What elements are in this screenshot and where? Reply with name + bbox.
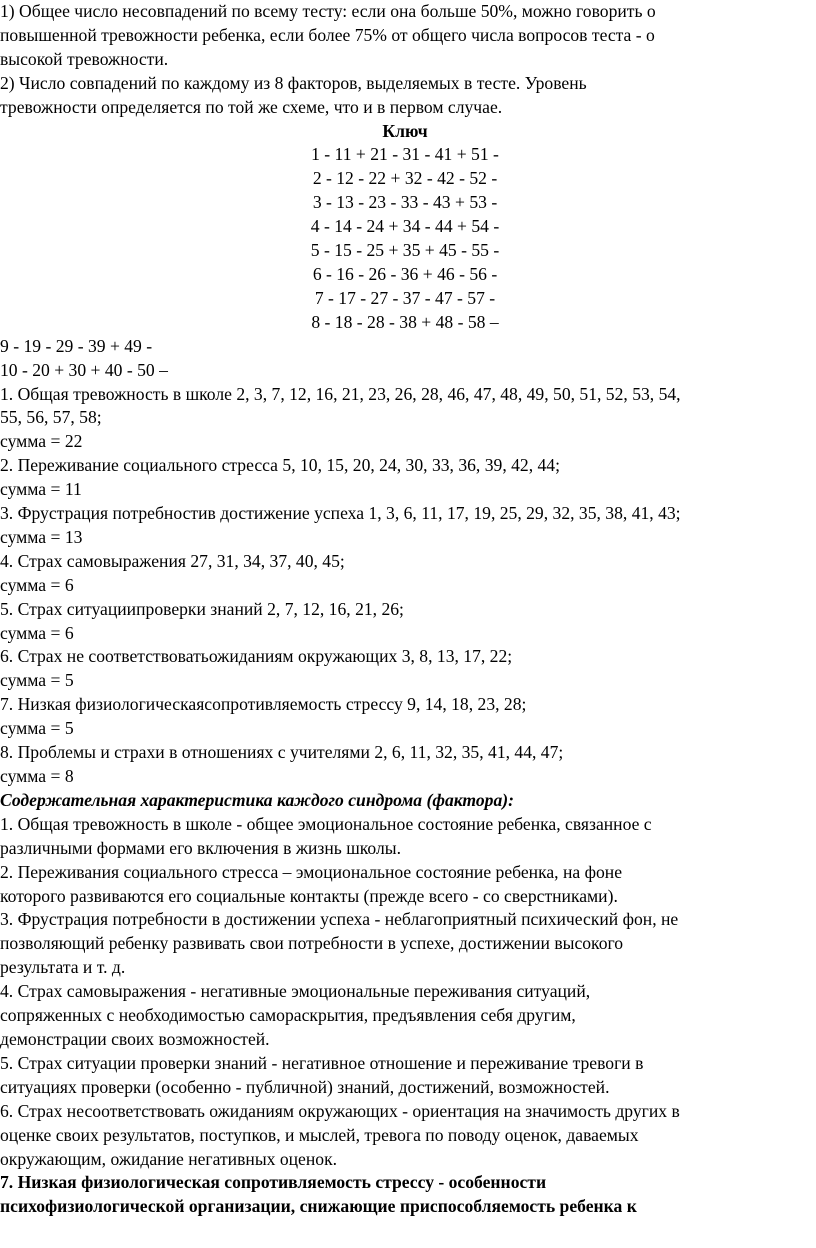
syndrome-line: оценке своих результатов, поступков, и мыслей, тревога по поводу оценок, даваемых xyxy=(0,1124,639,1145)
key-row: 5 - 15 - 25 + 35 + 45 - 55 - xyxy=(310,240,500,261)
syndrome-line: демонстрации своих возможностей. xyxy=(0,1028,270,1049)
intro-line: 2) Число совпадений по каждому из 8 факторов, выделяемых в тесте. Уровень xyxy=(0,72,587,93)
factor-line: 3. Фрустрация потребностив достижение успеха 1, 3, 6, 11, 17, 19, 25, 29, 32, 35, 38, 41, 43; xyxy=(0,503,681,524)
syndrome-line: 4. Страх самовыражения - негативные эмоциональные переживания ситуаций, xyxy=(0,981,591,1002)
key-row: 7 - 17 - 27 - 37 - 47 - 57 - xyxy=(314,287,496,308)
factor-line: 6. Страх не соответствоватьожиданиям окружающих 3, 8, 13, 17, 22; xyxy=(0,646,513,667)
syndrome-line: психофизиологической организации, снижающие приспособляемость ребенка к xyxy=(0,1196,637,1217)
factor-line: 55, 56, 57, 58; xyxy=(0,407,102,428)
key-row: 6 - 16 - 26 - 36 + 46 - 56 - xyxy=(312,263,498,284)
factors-section xyxy=(0,383,810,789)
factor-sum: сумма = 13 xyxy=(0,526,83,547)
key-row: 8 - 18 - 28 - 38 + 48 - 58 – xyxy=(311,311,499,332)
syndrome-line: позволяющий ребенку развивать свои потребности в успехе, достижении высокого xyxy=(0,933,624,954)
syndromes-heading: Содержательная характеристика каждого синдрома (фактора): xyxy=(0,789,514,810)
factor-line: 2. Переживание социального стресса 5, 10, 15, 20, 24, 30, 33, 36, 39, 42, 44; xyxy=(0,455,560,476)
intro-line: повышенной тревожности ребенка, если более 75% от общего числа вопросов теста - о xyxy=(0,24,655,45)
factor-sum: сумма = 8 xyxy=(0,766,74,786)
factor-line: 4. Страх самовыражения 27, 31, 34, 37, 40, 45; xyxy=(0,550,345,571)
key-row: 1 - 11 + 21 - 31 - 41 + 51 - xyxy=(311,144,499,165)
syndrome-line: ситуациях проверки (особенно - публичной) знаний, достижений, возможностей. xyxy=(0,1076,610,1097)
key-row: 4 - 14 - 24 + 34 - 44 + 54 - xyxy=(310,216,500,237)
key-title: Ключ xyxy=(382,120,428,141)
key-row: 2 - 12 - 22 + 32 - 42 - 52 - xyxy=(312,168,498,189)
syndrome-line: 1. Общая тревожность в школе - общее эмоциональное состояние ребенка, связанное с xyxy=(0,813,652,834)
factor-line: 5. Страх ситуациипроверки знаний 2, 7, 12, 16, 21, 26; xyxy=(0,598,404,619)
factor-line: 7. Низкая физиологическаясопротивляемость стрессу 9, 14, 18, 23, 28; xyxy=(0,694,527,715)
factor-sum: сумма = 6 xyxy=(0,574,74,595)
syndrome-line: окружающим, ожидание негативных оценок. xyxy=(0,1148,338,1169)
factor-sum: сумма = 11 xyxy=(0,479,82,500)
syndrome-line: результата и т. д. xyxy=(0,957,126,978)
syndrome-line: которого развиваются его социальные контакты (прежде всего - со сверстниками). xyxy=(0,885,618,906)
key-row: 3 - 13 - 23 - 33 - 43 + 53 - xyxy=(312,192,498,213)
syndrome-line: 6. Страх несоответствовать ожиданиям окружающих - ориентация на значимость других в xyxy=(0,1100,680,1121)
syndrome-line: 3. Фрустрация потребности в достижении успеха - неблагоприятный психический фон, не xyxy=(0,909,679,930)
key-row: 10 - 20 + 30 + 40 - 50 – xyxy=(0,359,168,380)
factor-sum: сумма = 5 xyxy=(0,670,74,691)
intro-line: 1) Общее число несовпадений по всему тесту: если она больше 50%, можно говорить о xyxy=(0,1,656,21)
factor-sum: сумма = 5 xyxy=(0,718,74,739)
intro-line: высокой тревожности. xyxy=(0,48,169,69)
syndrome-line: 5. Страх ситуации проверки знаний - негативное отношение и переживание тревоги в xyxy=(0,1052,644,1073)
factor-sum: сумма = 22 xyxy=(0,431,83,452)
factor-line: 1. Общая тревожность в школе 2, 3, 7, 12, 16, 21, 23, 26, 28, 46, 47, 48, 49, 50, 51, 52, 53, 54, xyxy=(0,383,681,404)
factor-line: 8. Проблемы и страхи в отношениях с учителями 2, 6, 11, 32, 35, 41, 44, 47; xyxy=(0,742,564,763)
intro-section xyxy=(0,0,810,120)
syndrome-line: сопряженных с необходимостью самораскрытия, предъявления себя другим, xyxy=(0,1005,576,1026)
factor-sum: сумма = 6 xyxy=(0,622,74,643)
syndrome-line: различными формами его включения в жизнь школы. xyxy=(0,837,401,858)
key-section xyxy=(0,120,810,383)
syndromes-section xyxy=(0,789,810,1219)
syndrome-line: 7. Низкая физиологическая сопротивляемость стрессу - особенности xyxy=(0,1172,547,1193)
syndrome-line: 2. Переживания социального стресса – эмоциональное состояние ребенка, на фоне xyxy=(0,861,623,882)
key-row: 9 - 19 - 29 - 39 + 49 - xyxy=(0,335,153,356)
intro-line: тревожности определяется по той же схеме, что и в первом случае. xyxy=(0,96,503,117)
